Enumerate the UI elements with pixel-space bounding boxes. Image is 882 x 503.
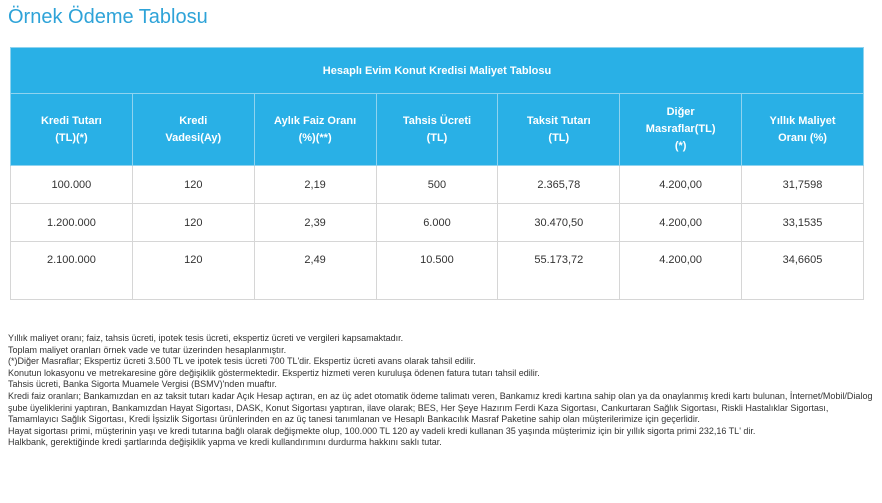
header-allocation-fee: Tahsis Ücreti (TL): [376, 94, 498, 166]
cell-monthly-rate: 2,49: [254, 242, 376, 300]
footnote: (*)Diğer Masraflar; Ekspertiz ücreti 3.500 TL ve ipotek tesis ücreti 700 TL'dir. Ekspertiz ücreti avans olarak tahsil edilir.: [8, 356, 476, 367]
footnote: Toplam maliyet oranları örnek vade ve tutar üzerinden hesaplanmıştır.: [8, 344, 287, 355]
table-caption: Hesaplı Evim Konut Kredisi Maliyet Tablosu: [11, 48, 864, 94]
header-loan-amount: Kredi Tutarı (TL)(*): [11, 94, 133, 166]
table-header-row: [11, 94, 864, 166]
cell-annual-cost-rate: 33,1535: [742, 204, 864, 242]
cell-installment: 2.365,78: [498, 166, 620, 204]
cell-term: 120: [132, 204, 254, 242]
footnote: Halkbank, gerektiğinde kredi şartlarında değişiklik yapma ve kredi kullandırımını durdurma hakkını saklı tutar.: [8, 437, 442, 448]
header-term: Kredi Vadesi(Ay): [132, 94, 254, 166]
table-row: [11, 204, 864, 242]
cell-loan-amount: 2.100.000: [11, 242, 133, 300]
cost-table-container: [10, 47, 864, 300]
cell-term: 120: [132, 166, 254, 204]
header-monthly-rate: Aylık Faiz Oranı (%)(**): [254, 94, 376, 166]
header-installment: Taksit Tutarı (TL): [498, 94, 620, 166]
cost-table: [10, 47, 864, 300]
header-other-costs: Diğer Masraflar(TL) (*): [620, 94, 742, 166]
page-title: Örnek Ödeme Tablosu: [8, 6, 208, 28]
footnotes: [8, 333, 876, 449]
footnote: Konutun lokasyonu ve metrekaresine göre değişiklik göstermektedir. Ekspertiz hizmeti veren kuruluşa ödenen fatura tutarı tahsil edilir.: [8, 367, 540, 378]
cell-loan-amount: 100.000: [11, 166, 133, 204]
footnote: Kredi faiz oranları; Bankamızdan en az taksit tutarı kadar Açık Hesap açtıran, en az üç adet otomatik ödeme talimatı veren, Bankamız kredi kartına sahip olan ya da onaylanmış kredi kartı bulunan, İnternet/Mobil/Dialog şube üyeliklerini yaptıran, Bankamızdan Hayat Sigortası, DASK, Konut Sigortası yaptıran, ilave olarak; BES, Her Şeye Hazırım Ferdi Kaza Sigortası, Cankurtaran Sağlık Sigortası, Riskli Hastalıklar Sigortası, Tamamlayıcı Sağlık Sigortası, Kredi İşsizlik Sigortası ürünlerinden en az üç tanesi tanımlanan ve Hesaplı Bankacılık Masraf Paketine sahip olan müşterilerimize için geçerlidir.: [8, 390, 873, 425]
cell-installment: 55.173,72: [498, 242, 620, 300]
footnote: Hayat sigortası primi, müşterinin yaşı ve kredi tutarına bağlı olarak değişmekte olup, 100.000 TL 120 ay vadeli kredi kullanan 35 yaşında müşterimiz için bir yıllık sigorta primi 232,16 TL' dir.: [8, 425, 756, 436]
cell-annual-cost-rate: 34,6605: [742, 242, 864, 300]
cell-allocation-fee: 6.000: [376, 204, 498, 242]
cell-other-costs: 4.200,00: [620, 166, 742, 204]
table-row: [11, 242, 864, 300]
cell-annual-cost-rate: 31,7598: [742, 166, 864, 204]
cell-allocation-fee: 10.500: [376, 242, 498, 300]
header-annual-cost-rate: Yıllık Maliyet Oranı (%): [742, 94, 864, 166]
cell-allocation-fee: 500: [376, 166, 498, 204]
cell-monthly-rate: 2,39: [254, 204, 376, 242]
table-row: [11, 166, 864, 204]
footnote: Yıllık maliyet oranı; faiz, tahsis ücreti, ipotek tesis ücreti, ekspertiz ücreti ve vergileri kapsamaktadır.: [8, 333, 404, 343]
cell-monthly-rate: 2,19: [254, 166, 376, 204]
table-caption-row: [11, 48, 864, 94]
cell-other-costs: 4.200,00: [620, 204, 742, 242]
cell-term: 120: [132, 242, 254, 300]
cell-other-costs: 4.200,00: [620, 242, 742, 300]
cell-installment: 30.470,50: [498, 204, 620, 242]
cell-loan-amount: 1.200.000: [11, 204, 133, 242]
footnote: Tahsis ücreti, Banka Sigorta Muamele Vergisi (BSMV)'nden muaftır.: [8, 379, 277, 390]
